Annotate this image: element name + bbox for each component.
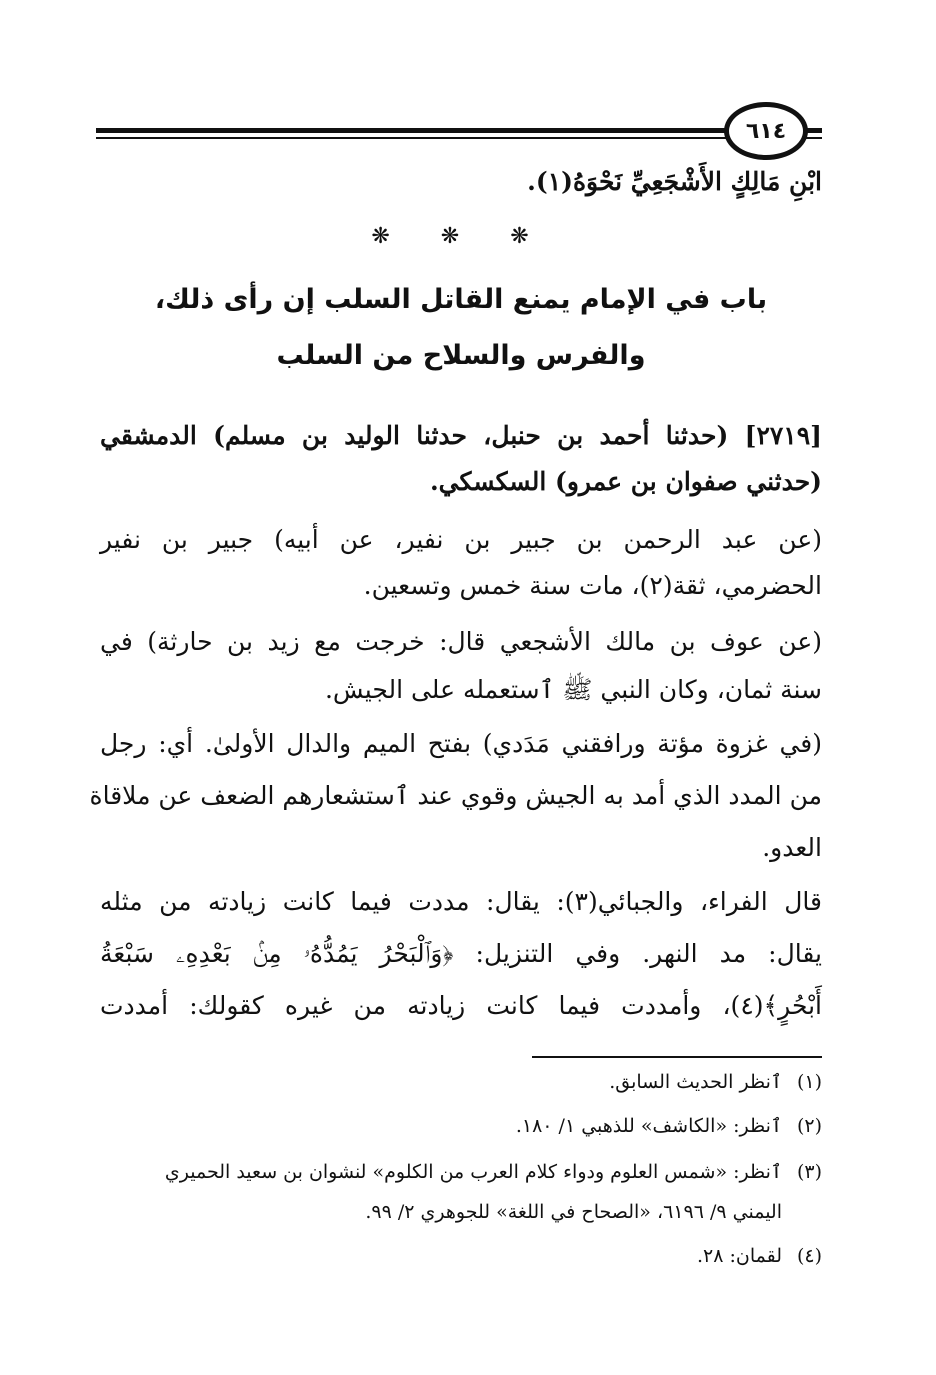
footnote-3-text: ٱنظر: «شمس العلوم ودواء كلام العرب من الكلوم» لنشوان بن سعيد الحميري [164,1161,782,1183]
page-number: ٦١٤ [745,118,787,144]
footnote-1-text: ٱنظر الحديث السابق. [609,1071,782,1093]
book-page [89,0,822,1375]
paragraph-3-line-1: (عن عوف بن مالك الأشجعي قال: خرجت مع زيد بن حارثة) في [100,627,822,656]
footnote-2 [100,1112,822,1140]
footnote-3-number: (٣) [796,1161,822,1183]
footnote-1-number: (١) [796,1071,822,1093]
footnote-separator [532,1056,822,1058]
footnote-3-continuation: اليمني ٩/ ٦١٩٦، «الصحاح في اللغة» للجوهري ٢/ ٩٩. [365,1201,782,1223]
footnote-4-text: لقمان: ٢٨. [696,1245,782,1267]
footnote-2-number: (٢) [796,1115,822,1137]
footnote-4 [100,1242,822,1270]
hadith-2719-line-1: [٢٧١٩] (حدثنا أحمد بن حنبل، حدثنا الوليد بن مسلم) الدمشقي [100,421,822,450]
paragraph-4-line-1: (في غزوة مؤتة ورافقني مَدَدي) بفتح الميم والدال الأولىٰ. أي: رجل [100,729,822,758]
header-rule-thin [96,137,822,139]
paragraph-4-line-3: العدو. [762,833,822,862]
continuation-line: ابْنِ مَالِكٍ الأَشْجَعِيِّ نَحْوَهُ(١). [527,167,822,196]
footnote-1 [100,1068,822,1096]
footnote-3 [100,1158,822,1186]
page-header [100,100,822,164]
paragraph-5-line-1: قال الفراء، والجبائي(٣): يقال: مددت فيما كانت زيادته من مثله [100,887,822,916]
paragraph-2-line-1: (عن عبد الرحمن بن جبير بن نفير، عن أبيه) جبير بن نفير [100,525,822,554]
paragraph-5-line-3: أَبْحُرٍ﴾(٤)، وأمددت فيما كانت زيادته من غيره كقولك: أمددت [100,991,822,1020]
paragraph-3-line-2: سنة ثمان، وكان النبي ﷺ ٱستعمله على الجيش. [324,675,822,704]
paragraph-4-line-2: من المدد الذي أمد به الجيش وقوي عند ٱستشعارهم الضعف عن ملاقاة [89,781,822,810]
chapter-heading-line-2: والفرس والسلاح من السلب [276,340,646,371]
header-rule-thick [96,128,822,133]
paragraph-2-line-2: الحضرمي، ثقة(٢)، مات سنة خمس وتسعين. [363,571,822,600]
footnote-2-text: ٱنظر: «الكاشف» للذهبي ١/ ١٨٠. [515,1115,782,1137]
paragraph-5-line-2: يقال: مد النهر. وفي التنزيل: ﴿وَٱلْبَحْرُ يَمُدُّهُۥ مِنۢ بَعْدِهِۦ سَبْعَةُ [100,939,822,968]
hadith-2719-line-2: (حدثني صفوان بن عمرو) السكسكي. [429,467,822,496]
chapter-heading-line-1: باب في الإمام يمنع القاتل السلب إن رأى ذلك، [154,284,768,315]
page-number-badge [724,102,808,160]
section-separator: ❋ ❋ ❋ [371,224,551,249]
footnote-4-number: (٤) [796,1245,822,1267]
